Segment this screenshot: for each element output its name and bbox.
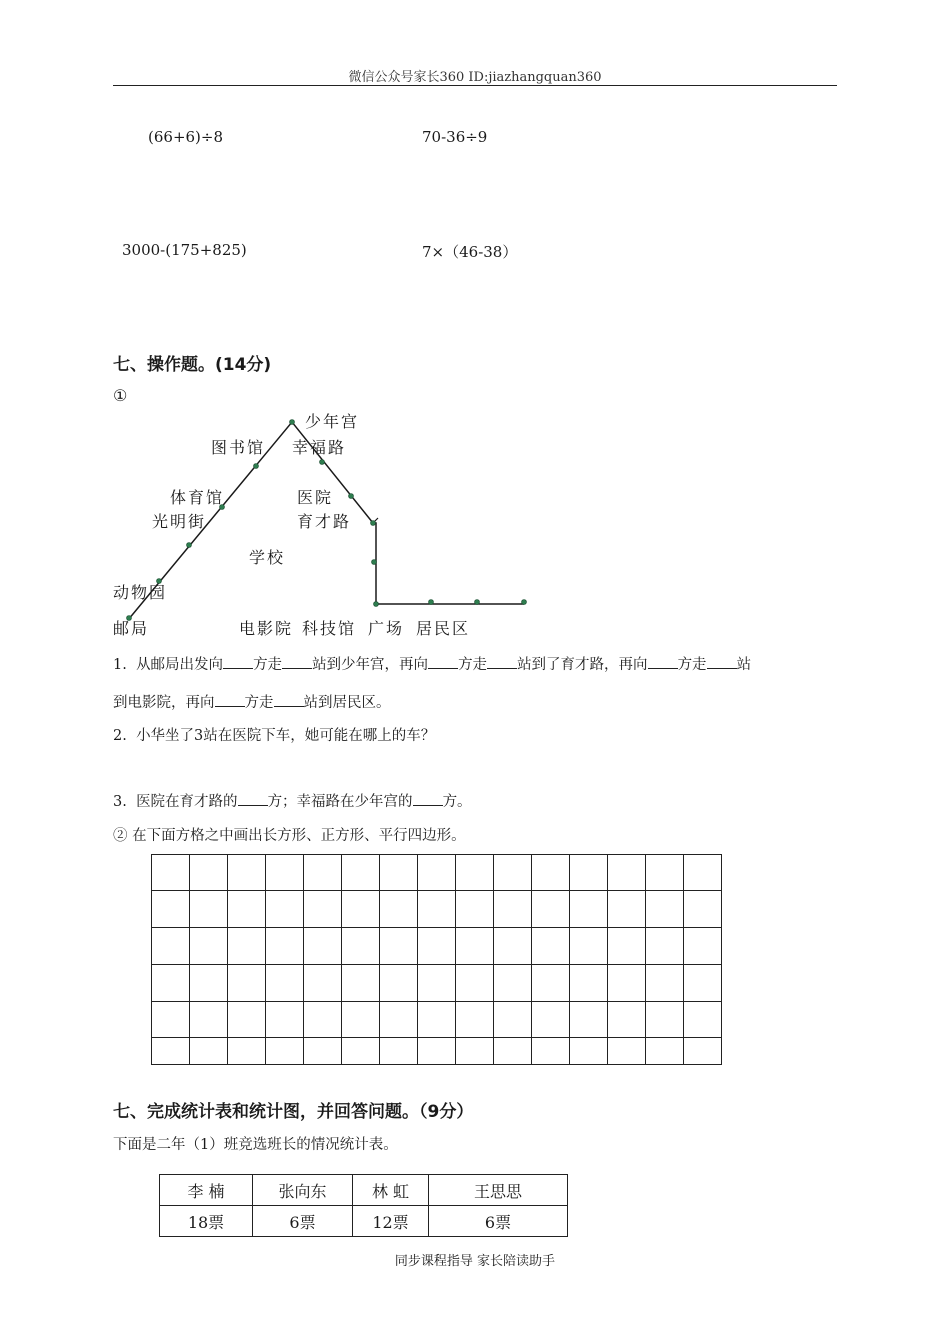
grid-cell[interactable] — [684, 855, 722, 891]
grid-cell[interactable] — [684, 928, 722, 965]
question-3-text: 方；幸福路在少年宫的 — [267, 794, 413, 810]
stop-yiyuan — [349, 494, 354, 499]
grid-cell[interactable] — [152, 1002, 190, 1038]
grid-cell[interactable] — [684, 1002, 722, 1038]
grid-cell[interactable] — [570, 855, 608, 891]
question-1-line-2 — [113, 691, 391, 712]
grid-cell[interactable] — [646, 891, 684, 928]
grid-cell[interactable] — [152, 1038, 190, 1065]
grid-cell[interactable] — [190, 891, 228, 928]
statistics-intro: 下面是二年（1）班竞选班长的情况统计表。 — [113, 1137, 398, 1153]
question-1-text: 方走 — [253, 657, 283, 673]
grid-row — [152, 855, 722, 891]
grid-cell[interactable] — [418, 891, 456, 928]
table-row — [160, 1206, 568, 1237]
question-2 — [113, 724, 435, 745]
answer-blank[interactable] — [413, 791, 443, 806]
expression-4: 7×（46-38） — [422, 243, 518, 261]
grid-cell[interactable] — [228, 855, 266, 891]
grid-cell[interactable] — [266, 1002, 304, 1038]
grid-row — [152, 1002, 722, 1038]
grid-cell[interactable] — [570, 891, 608, 928]
grid-cell[interactable] — [190, 965, 228, 1002]
grid-cell[interactable] — [456, 1002, 494, 1038]
table-header-cell: 张向东 — [253, 1175, 353, 1206]
grid-cell[interactable] — [380, 1038, 418, 1065]
expression-1: (66+6)÷8 — [148, 128, 224, 146]
grid-cell[interactable] — [152, 965, 190, 1002]
label-dongwuyuan: 动物园 — [113, 583, 168, 602]
grid-cell[interactable] — [494, 1038, 532, 1065]
grid-cell[interactable] — [570, 965, 608, 1002]
grid-cell[interactable] — [494, 1002, 532, 1038]
grid-cell[interactable] — [570, 1038, 608, 1065]
grid-cell[interactable] — [494, 928, 532, 965]
grid-cell[interactable] — [646, 1038, 684, 1065]
stop-shaoniangong — [290, 420, 295, 425]
question-1-text: 站 — [736, 657, 752, 673]
grid-cell[interactable] — [304, 891, 342, 928]
expression-2: 70-36÷9 — [422, 128, 488, 146]
label-kejiguan: 科技馆 — [302, 619, 357, 638]
grid-cell[interactable] — [494, 965, 532, 1002]
stop-tushuguan — [254, 464, 259, 469]
grid-cell[interactable] — [304, 1038, 342, 1065]
grid-cell[interactable] — [608, 965, 646, 1002]
grid-cell[interactable] — [532, 1002, 570, 1038]
grid-cell[interactable] — [380, 855, 418, 891]
grid-cell[interactable] — [266, 855, 304, 891]
grid-cell[interactable] — [342, 965, 380, 1002]
grid-cell[interactable] — [152, 928, 190, 965]
question-1-text: 从邮局出发向 — [136, 657, 224, 673]
grid-cell[interactable] — [228, 965, 266, 1002]
grid-cell[interactable] — [190, 855, 228, 891]
answer-blank[interactable] — [215, 692, 245, 707]
grid-cell[interactable] — [456, 928, 494, 965]
grid-cell[interactable] — [532, 891, 570, 928]
grid-cell[interactable] — [380, 928, 418, 965]
grid-cell[interactable] — [608, 1002, 646, 1038]
grid-cell[interactable] — [418, 928, 456, 965]
grid-cell[interactable] — [304, 855, 342, 891]
grid-cell[interactable] — [152, 855, 190, 891]
table-row — [160, 1175, 568, 1206]
question-1-text: 站到居民区。 — [303, 695, 391, 711]
grid-cell[interactable] — [570, 928, 608, 965]
label-xuexiao: 学校 — [249, 548, 286, 567]
table-cell: 6票 — [253, 1206, 353, 1237]
grid-cell[interactable] — [646, 855, 684, 891]
table-cell: 6票 — [429, 1206, 568, 1237]
grid-cell[interactable] — [190, 1038, 228, 1065]
grid-cell[interactable] — [418, 1002, 456, 1038]
grid-cell[interactable] — [646, 965, 684, 1002]
grid-cell[interactable] — [532, 928, 570, 965]
grid-cell[interactable] — [684, 891, 722, 928]
part1-marker: ① — [113, 386, 128, 405]
label-guangchang: 广场 — [368, 619, 405, 638]
question-2-number: 2. — [113, 728, 127, 744]
grid-cell[interactable] — [608, 928, 646, 965]
label-xingfulu: 幸福路 — [292, 438, 347, 457]
grid-cell[interactable] — [228, 1038, 266, 1065]
grid-row — [152, 928, 722, 965]
grid-cell[interactable] — [494, 891, 532, 928]
table-header-cell: 王思思 — [429, 1175, 568, 1206]
stop-xingfulu — [320, 460, 325, 465]
stop-jumingqu-2 — [522, 600, 527, 605]
grid-cell[interactable] — [266, 965, 304, 1002]
grid-row — [152, 965, 722, 1002]
grid-row — [152, 1038, 722, 1065]
grid-cell[interactable] — [304, 1002, 342, 1038]
stop-guangmingjie — [187, 543, 192, 548]
stop-dianyingyuan — [372, 560, 377, 565]
grid-cell[interactable] — [228, 891, 266, 928]
section-operation-title: 七、操作题。(14分) — [113, 355, 272, 375]
stop-jumingqu-1 — [475, 600, 480, 605]
label-guangmingjie: 光明街 — [152, 512, 207, 531]
grid-cell[interactable] — [266, 891, 304, 928]
page-footer: 同步课程指导 家长陪读助手 — [394, 1254, 556, 1269]
answer-blank[interactable] — [223, 654, 253, 669]
part2-instruction: ② 在下面方格之中画出长方形、正方形、平行四边形。 — [113, 828, 466, 844]
question-3-text: 方。 — [442, 794, 472, 810]
grid-cell[interactable] — [266, 928, 304, 965]
grid-cell[interactable] — [456, 965, 494, 1002]
question-3-text: 医院在育才路的 — [136, 794, 238, 810]
label-youju: 邮局 — [113, 619, 150, 638]
grid-cell[interactable] — [152, 891, 190, 928]
question-1-number: 1. — [113, 657, 127, 673]
answer-blank[interactable] — [282, 654, 312, 669]
label-tushuguan: 图书馆 — [211, 438, 266, 457]
label-yiyuan: 医院 — [297, 488, 334, 507]
grid-cell[interactable] — [380, 1002, 418, 1038]
question-1-text: 到电影院，再向 — [113, 695, 215, 711]
label-jumingqu: 居民区 — [416, 619, 471, 638]
label-tiyuguan: 体育馆 — [170, 488, 225, 507]
grid-cell[interactable] — [494, 855, 532, 891]
grid-cell[interactable] — [532, 965, 570, 1002]
stop-yucailu — [371, 521, 376, 526]
label-shaoniangong: 少年宫 — [305, 412, 360, 431]
table-header-cell: 林 虹 — [353, 1175, 429, 1206]
grid-cell[interactable] — [684, 1038, 722, 1065]
grid-cell[interactable] — [304, 928, 342, 965]
answer-blank[interactable] — [238, 791, 268, 806]
table-header-cell: 李 楠 — [160, 1175, 253, 1206]
label-yucailu: 育才路 — [297, 512, 352, 531]
answer-blank[interactable] — [707, 654, 737, 669]
table-cell: 18票 — [160, 1206, 253, 1237]
answer-blank[interactable] — [648, 654, 678, 669]
grid-cell[interactable] — [304, 965, 342, 1002]
answer-blank[interactable] — [428, 654, 458, 669]
vote-table — [159, 1174, 568, 1237]
question-1-line-1 — [113, 653, 751, 674]
stop-kejiguan — [374, 602, 379, 607]
grid-cell[interactable] — [342, 1002, 380, 1038]
answer-blank[interactable] — [274, 692, 304, 707]
label-dianyingyuan: 电影院 — [239, 619, 294, 638]
grid-cell[interactable] — [456, 891, 494, 928]
question-1-text: 方走 — [458, 657, 488, 673]
question-1-text: 站到少年宫，再向 — [312, 657, 429, 673]
question-1-text: 站到了育才路，再向 — [517, 657, 648, 673]
grid-cell[interactable] — [646, 928, 684, 965]
grid-cell[interactable] — [418, 965, 456, 1002]
grid-cell[interactable] — [646, 1002, 684, 1038]
grid-cell[interactable] — [190, 1002, 228, 1038]
grid-cell[interactable] — [608, 1038, 646, 1065]
expression-3: 3000-(175+825) — [122, 241, 247, 259]
grid-cell[interactable] — [380, 891, 418, 928]
grid-cell[interactable] — [418, 1038, 456, 1065]
question-1-text: 方走 — [677, 657, 707, 673]
question-1-text: 方走 — [244, 695, 274, 711]
drawing-grid[interactable] — [151, 854, 722, 1065]
grid-cell[interactable] — [342, 928, 380, 965]
grid-cell[interactable] — [342, 891, 380, 928]
grid-cell[interactable] — [532, 855, 570, 891]
grid-cell[interactable] — [570, 1002, 608, 1038]
question-3 — [113, 790, 472, 811]
grid-cell[interactable] — [266, 1038, 304, 1065]
page-header: 微信公众号家长360 ID:jiazhangquan360 — [348, 70, 602, 85]
section-statistics-title: 七、完成统计表和统计图，并回答问题。（9分） — [113, 1102, 474, 1122]
grid-cell[interactable] — [608, 855, 646, 891]
grid-cell[interactable] — [228, 1002, 266, 1038]
grid-cell[interactable] — [418, 855, 456, 891]
grid-cell[interactable] — [532, 1038, 570, 1065]
grid-cell[interactable] — [684, 965, 722, 1002]
grid-cell[interactable] — [342, 855, 380, 891]
grid-cell[interactable] — [190, 928, 228, 965]
question-3-number: 3. — [113, 794, 127, 810]
question-2-text: 小华坐了3站在医院下车，她可能在哪上的车？ — [136, 728, 436, 744]
grid-cell[interactable] — [456, 1038, 494, 1065]
stop-guangchang — [429, 600, 434, 605]
grid-cell[interactable] — [228, 928, 266, 965]
grid-cell[interactable] — [608, 891, 646, 928]
grid-cell[interactable] — [342, 1038, 380, 1065]
grid-row — [152, 891, 722, 928]
grid-cell[interactable] — [380, 965, 418, 1002]
answer-blank[interactable] — [487, 654, 517, 669]
table-cell: 12票 — [353, 1206, 429, 1237]
grid-cell[interactable] — [456, 855, 494, 891]
